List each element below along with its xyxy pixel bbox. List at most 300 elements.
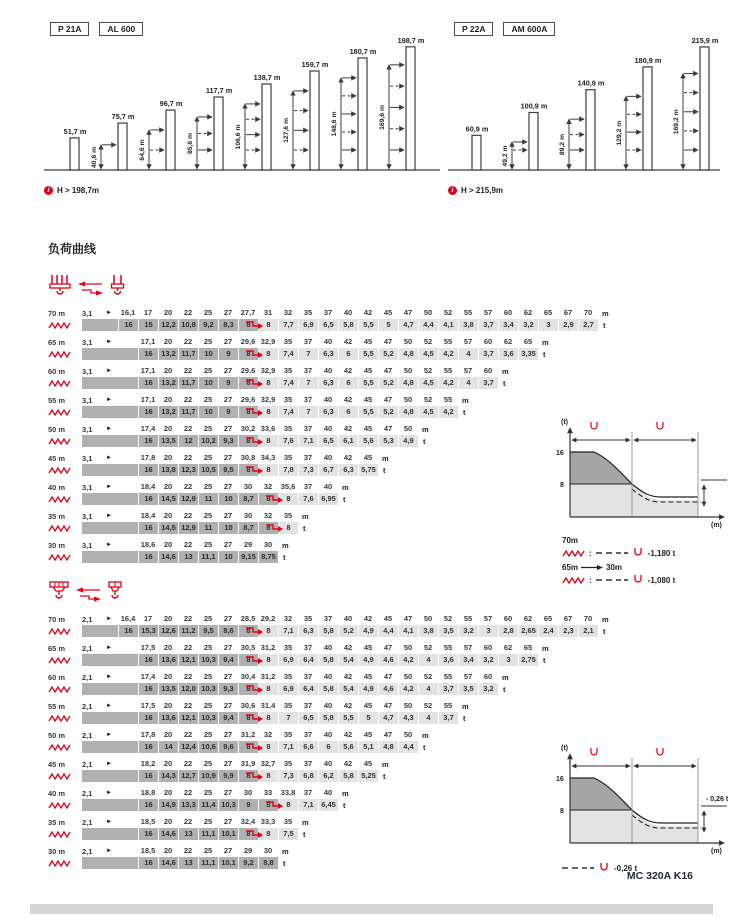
load-value: 4 [419,712,439,724]
load-value: 10,3 [219,799,239,811]
radius-value: 25 [203,788,213,797]
load-chart-rows [48,613,617,869]
radius-value: 32,9 [260,337,276,346]
load-value: 8 [239,828,259,840]
radius-value: 40 [323,453,333,462]
radius-value: 62 [503,643,513,652]
radii-row [48,729,617,741]
load-value: 4,7 [399,319,419,331]
mast-height-label: 140,9 m [577,78,605,88]
radius-value: 40 [323,672,333,681]
radius-value: 45 [383,308,393,317]
load-value: 13,8 [159,464,179,476]
load-value: 4,5 [419,406,439,418]
load-value: 10,2 [199,435,219,447]
radius-unit: m [382,759,389,769]
load-zigzag-icon [48,685,71,693]
load-lead-bar [82,712,139,724]
section-title: 负荷曲线 [48,242,97,256]
load-value: 2,7 [579,319,599,331]
radius-value: 27 [223,788,233,797]
load-lead-bar [82,406,139,418]
load-value: 7 [299,406,319,418]
radius-value: 20 [163,511,173,520]
radius-value: 42 [343,395,353,404]
loads-row [48,770,617,782]
load-value: 6,4 [299,654,319,666]
load-value: 6,9 [279,683,299,695]
load-zigzag-icon [48,321,71,329]
load-unit: t [503,378,506,388]
mast-bar [70,138,79,170]
radius-value: 62 [523,308,533,317]
grid-spacer [118,764,138,765]
load-value: 3,8 [459,319,479,331]
load-row-group [48,816,617,840]
radius-value: 25 [203,366,213,375]
load-chart-rows [48,307,617,563]
load-value: 5,8 [339,319,359,331]
load-value: 13,6 [159,654,179,666]
load-value: 3 [539,319,559,331]
hook-deduction-value: -1,080 t [647,575,676,585]
radius-value: 52 [423,643,433,652]
radius-unit: m [302,817,309,827]
load-value: 5,2 [379,348,399,360]
radius-value: 35 [283,817,293,826]
load-value: 13,2 [159,377,179,389]
radius-value: 20 [163,337,173,346]
load-row-group [48,452,617,476]
load-value: 3,5 [439,625,459,637]
load-zigzag-icon [48,656,82,664]
load-value: 13,3 [179,799,199,811]
radius-value: 20 [163,308,173,317]
grid-spacer [118,545,138,546]
radius-value: 52 [423,395,433,404]
radius-value: 20 [163,846,173,855]
load-value: 7,1 [279,741,299,753]
load-row-group [48,336,617,360]
radius-value: 33 [263,788,273,797]
radius-value: 35 [303,614,313,623]
radius-unit: m [342,482,349,492]
radius-value: 40 [323,759,333,768]
range-marker-icon: ► [106,848,112,854]
radius-value: 42 [343,453,353,462]
radius-value: 27 [223,337,233,346]
grid-spacer [118,851,138,852]
load-value: 16 [139,551,159,563]
radius-value: 25 [203,540,213,549]
hook-icon [591,422,597,429]
loads-row [48,741,617,753]
radius-value: 17 [143,308,153,317]
mast-bar [529,112,538,170]
radius-value: 60 [483,643,493,652]
radius-value: 17,1 [140,366,156,375]
radius-value: 18,6 [140,540,156,549]
load-zigzag-icon [48,627,71,635]
radius-value: 27 [223,759,233,768]
load-transition-arrow-icon [246,465,264,475]
load-unit: t [603,320,606,330]
radii-row [48,510,617,522]
radius-value: 40 [323,337,333,346]
load-value: 3,2 [479,683,499,695]
radius-unit: m [602,614,609,624]
radius-value: 42 [343,759,353,768]
radius-value: 60 [483,337,493,346]
badge-row [50,22,143,36]
mast-height-label: 117,7 m [205,86,233,96]
hook-icon [591,748,597,755]
info-icon: i [44,186,53,195]
radius-value: 47 [383,701,393,710]
load-zigzag-icon [48,524,71,532]
load-chart-four-fall [48,278,617,568]
load-transition-arrow-icon [246,742,264,752]
radius-value: 18,4 [140,511,156,520]
load-value: 11,4 [199,799,219,811]
radius-value: 35 [283,672,293,681]
mast-dim-label: 106,6 m [235,124,242,150]
radius-unit: m [282,540,289,550]
load-lead-bar [82,464,139,476]
load-value: 12,1 [179,712,199,724]
radius-value: 37 [303,672,313,681]
min-radius-value: 2,1 [82,701,93,711]
y-tick-8: 8 [560,482,564,489]
radius-value: 40 [343,614,353,623]
load-lead-bar [82,625,119,637]
radius-value: 65 [523,337,533,346]
load-value: 5,8 [319,683,339,695]
load-value: 2,1 [579,625,599,637]
load-value: 9,4 [219,654,239,666]
grid-spacer [118,735,138,736]
loads-row [48,548,617,563]
load-value: 13,5 [159,683,179,695]
load-zigzag-icon [48,772,71,780]
height-note [44,186,440,195]
radius-value: 60 [503,308,513,317]
height-note [448,186,720,195]
radius-value: 55 [463,308,473,317]
radius-value: 35 [283,643,293,652]
radius-value: 35 [283,453,293,462]
load-value: 5,5 [359,319,379,331]
radius-value: 27 [223,540,233,549]
load-zigzag-icon [48,437,82,445]
radius-value: 22 [183,308,193,317]
load-value: 8 [259,493,279,505]
load-value: 7 [299,348,319,360]
load-transition-arrow-icon [266,494,284,504]
radius-value: 31,2 [240,730,256,739]
radius-value: 37 [303,730,313,739]
loads-row [48,377,617,389]
radius-value: 22 [183,846,193,855]
load-value: 4,4 [399,741,419,753]
load-value: 9,2 [239,857,259,869]
hook-icon [657,422,663,429]
radius-value: 50 [423,308,433,317]
load-zigzag-icon [48,466,71,474]
load-unit: t [343,800,346,810]
radius-value: 50 [403,366,413,375]
load-value: 6,5 [319,319,339,331]
radius-value: 27 [223,308,233,317]
load-value: 6,6 [299,741,319,753]
radius-value: 42 [343,366,353,375]
load-value: 8 [259,770,279,782]
radius-value: 42 [343,701,353,710]
load-value: 10 [199,348,219,360]
load-value: 4,8 [399,348,419,360]
min-radius-value: 2,1 [82,817,93,827]
load-value: 10 [219,522,239,534]
radius-value: 33,3 [260,817,276,826]
load-value: 6,7 [319,464,339,476]
load-value: 2,65 [519,625,539,637]
load-value: 13,2 [159,348,179,360]
load-value: 10 [199,406,219,418]
load-unit: t [463,407,466,417]
radius-value: 31 [263,308,273,317]
loads-row [48,683,617,695]
radius-unit: m [302,511,309,521]
radius-value: 45 [363,395,373,404]
load-value: 12,1 [179,654,199,666]
mast-bar [214,97,223,170]
radius-value: 40 [323,730,333,739]
load-zigzag-icon [48,350,82,358]
load-zigzag-icon [48,321,82,329]
load-unit: t [283,858,286,868]
load-value: 8 [239,770,259,782]
radius-value: 37 [323,308,333,317]
load-transition-arrow-icon [266,800,284,810]
radius-value: 18,2 [140,759,156,768]
radius-value: 27 [223,643,233,652]
legend-colon: : [589,575,592,585]
radius-value: 35 [283,701,293,710]
radius-value: 52 [423,672,433,681]
radius-value: 37 [303,482,313,491]
load-value: 4,8 [399,406,419,418]
radius-value: 42 [363,308,373,317]
load-value: 8 [259,741,279,753]
load-value: 7,5 [279,828,299,840]
jib-length-label: 45 m [48,453,66,463]
radius-value: 32 [263,482,273,491]
load-value: 4,8 [379,741,399,753]
radius-value: 37 [303,366,313,375]
radius-value: 57 [483,614,493,623]
radius-value: 50 [403,672,413,681]
load-value: 5,8 [319,625,339,637]
mast-dim-label: 64,6 m [139,139,146,161]
load-row-group [48,671,617,695]
load-value: 4,2 [439,406,459,418]
jib-length-label: 55 m [48,395,66,405]
load-value: 3,6 [499,348,519,360]
mast-bar [700,47,709,170]
mast-dim-label: 169,6 m [379,104,386,130]
load-transition-arrow-icon [246,378,264,388]
load-transition-arrow-icon [266,523,284,533]
mast-bar [586,90,595,170]
mast-diagram-svg [448,20,720,178]
radius-value: 33,8 [280,788,296,797]
radius-value: 25 [203,643,213,652]
load-value: 16 [139,522,159,534]
load-value: 4,2 [399,654,419,666]
min-radius-value: 3,1 [82,424,93,434]
load-row-group [48,845,617,869]
range-start-label: 65m [562,563,579,572]
radius-value: 22 [183,453,193,462]
load-value: 4,2 [439,348,459,360]
loads-row [48,799,617,811]
jib-length-label: 40 m [48,482,66,492]
min-radius-value: 3,1 [82,453,93,463]
radius-value: 42 [343,672,353,681]
load-unit: t [503,684,506,694]
load-zigzag-icon [48,495,71,503]
load-zigzag-icon [48,714,71,722]
grid-spacer [118,516,138,517]
load-value: 10,5 [199,464,219,476]
load-value: 6,3 [319,377,339,389]
load-value: 4,6 [379,683,399,695]
radius-value: 52 [443,614,453,623]
load-row-group [48,758,617,782]
load-transition-arrow-icon [246,407,264,417]
load-value: 8 [239,319,259,331]
radius-unit: m [602,308,609,318]
radius-value: 47 [383,395,393,404]
mast-height-label: 75,7 m [111,112,135,122]
load-value: 10,1 [219,828,239,840]
four-fall-pulley-icon [48,275,72,302]
load-value: 2,4 [539,625,559,637]
load-value: 5,5 [339,712,359,724]
load-value: 6,3 [319,348,339,360]
range-marker-icon: ► [106,542,112,548]
load-value: 5 [379,319,399,331]
jib-length-label: 60 m [48,366,66,376]
radius-value: 25 [203,337,213,346]
loads-row [48,464,617,476]
load-zigzag-icon [48,495,82,503]
load-value: 9,3 [219,435,239,447]
load-zigzag-icon [48,801,71,809]
load-value: 8 [259,435,279,447]
mast-height-label: 180,7 m [349,46,377,56]
radius-value: 47 [403,308,413,317]
range-end-label: 30m [606,563,623,572]
load-value: 7,8 [279,464,299,476]
load-value: 5,3 [379,435,399,447]
load-value: 13,5 [159,435,179,447]
load-value: 15,3 [139,625,159,637]
min-radius-value: 3,1 [82,482,93,492]
radius-value: 45 [363,759,373,768]
range-marker-icon: ► [106,703,112,709]
load-value: 8,75 [259,551,279,563]
radius-value: 25 [203,511,213,520]
load-zigzag-icon [48,627,82,635]
radius-value: 25 [203,846,213,855]
load-lead-bar [82,377,139,389]
load-value: 7,7 [279,319,299,331]
radius-value: 30 [243,511,253,520]
load-value: 3,35 [519,348,539,360]
load-unit: t [603,626,606,636]
mast-dim-label: 127,6 m [283,117,290,143]
load-value: 8 [239,741,259,753]
radius-value: 20 [163,424,173,433]
radius-value: 25 [203,308,213,317]
load-value: 7,4 [279,406,299,418]
radius-value: 20 [163,701,173,710]
jib-length-label: 50 m [48,424,66,434]
load-unit: t [423,436,426,446]
load-value: 16 [139,377,159,389]
radius-value: 47 [383,672,393,681]
load-lead-bar [82,551,139,563]
radii-row [48,787,617,799]
load-transition-arrow-icon [246,655,264,665]
load-row-group [48,394,617,418]
load-value: 12,4 [179,741,199,753]
load-row-group [48,365,617,389]
load-value: 8,7 [239,493,259,505]
load-value: 10,1 [219,857,239,869]
radius-value: 17,5 [140,701,156,710]
load-transition-arrow-icon [246,436,264,446]
radius-value: 27 [223,511,233,520]
radius-value: 42 [343,337,353,346]
load-value: 4,9 [359,625,379,637]
radius-value: 47 [383,337,393,346]
load-value: 10,3 [199,712,219,724]
load-zigzag-icon [48,466,82,474]
radius-value: 52 [423,701,433,710]
mast-height-label: 215,9 m [691,35,719,45]
load-value: 11,1 [199,828,219,840]
hook-config-icons [48,584,617,608]
load-lead-bar [82,435,139,447]
radius-value: 27 [223,453,233,462]
mast-bar [358,58,367,170]
load-value: 6,4 [299,683,319,695]
load-transition-arrow-icon [246,626,264,636]
radius-value: 37 [303,759,313,768]
crane-model-badge: P 21A [50,22,89,36]
radius-value: 20 [163,540,173,549]
load-zigzag-icon [48,656,71,664]
radius-value: 47 [403,614,413,623]
load-unit: t [543,349,546,359]
load-value: 7,6 [299,493,319,505]
radii-row [48,700,617,712]
load-row-group [48,642,617,666]
load-curve-chart [548,414,743,529]
load-value: 8,8 [259,857,279,869]
